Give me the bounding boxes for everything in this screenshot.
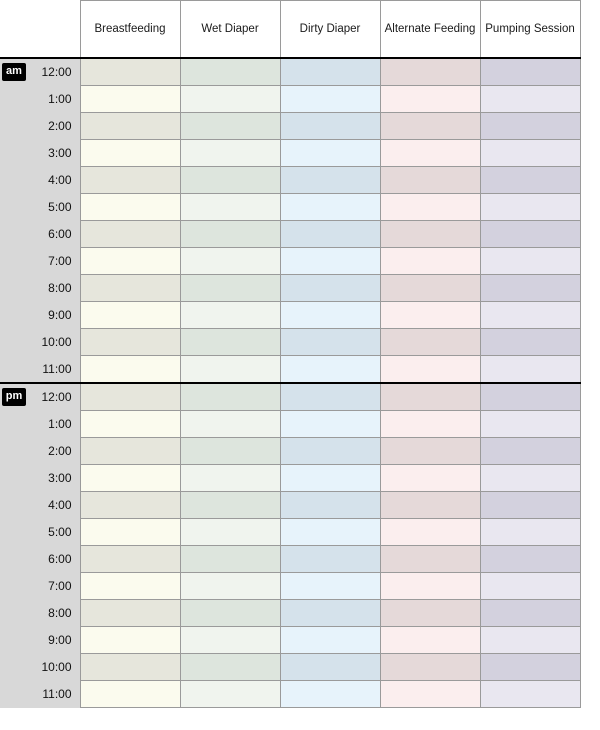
cell-dirty-diaper[interactable] <box>280 411 380 438</box>
cell-breastfeeding[interactable] <box>80 113 180 140</box>
cell-pumping-session[interactable] <box>480 438 580 465</box>
tracker-row <box>0 194 580 221</box>
gutter-cell <box>0 573 28 600</box>
tracker-row <box>0 438 580 465</box>
cell-wet-diaper[interactable] <box>180 140 280 167</box>
cell-breastfeeding[interactable] <box>80 519 180 546</box>
cell-wet-diaper[interactable] <box>180 465 280 492</box>
cell-pumping-session[interactable] <box>480 383 580 411</box>
gutter-cell <box>0 681 28 708</box>
cell-breastfeeding[interactable] <box>80 600 180 627</box>
gutter-cell <box>0 221 28 248</box>
cell-breastfeeding[interactable] <box>80 681 180 708</box>
tracker-row <box>0 492 580 519</box>
gutter-cell <box>0 113 28 140</box>
period-badge-cell <box>0 383 28 411</box>
header-gutter-spacer <box>0 1 28 59</box>
cell-breastfeeding[interactable] <box>80 194 180 221</box>
tracker-row <box>0 113 580 140</box>
tracker-row <box>0 546 580 573</box>
cell-pumping-session[interactable] <box>480 492 580 519</box>
cell-breastfeeding[interactable] <box>80 438 180 465</box>
tracker-row <box>0 302 580 329</box>
tracker-row <box>0 654 580 681</box>
cell-wet-diaper[interactable] <box>180 167 280 194</box>
time-label: 7:00 <box>28 248 80 275</box>
cell-pumping-session[interactable] <box>480 140 580 167</box>
cell-wet-diaper[interactable] <box>180 546 280 573</box>
cell-breastfeeding[interactable] <box>80 383 180 411</box>
cell-breastfeeding[interactable] <box>80 86 180 113</box>
cell-pumping-session[interactable] <box>480 356 580 384</box>
gutter-cell <box>0 194 28 221</box>
cell-wet-diaper[interactable] <box>180 302 280 329</box>
cell-alternate-feeding[interactable] <box>380 681 480 708</box>
cell-dirty-diaper[interactable] <box>280 627 380 654</box>
time-label: 11:00 <box>28 356 80 384</box>
cell-alternate-feeding[interactable] <box>380 221 480 248</box>
cell-pumping-session[interactable] <box>480 654 580 681</box>
table-body <box>0 58 580 708</box>
cell-pumping-session[interactable] <box>480 302 580 329</box>
cell-breastfeeding[interactable] <box>80 573 180 600</box>
cell-breastfeeding[interactable] <box>80 221 180 248</box>
cell-pumping-session[interactable] <box>480 329 580 356</box>
gutter-cell <box>0 86 28 113</box>
cell-wet-diaper[interactable] <box>180 86 280 113</box>
column-header-wet-diaper: Wet Diaper <box>180 1 280 59</box>
tracker-row <box>0 140 580 167</box>
cell-breastfeeding[interactable] <box>80 546 180 573</box>
cell-dirty-diaper[interactable] <box>280 275 380 302</box>
tracker-row <box>0 681 580 708</box>
cell-wet-diaper[interactable] <box>180 248 280 275</box>
cell-pumping-session[interactable] <box>480 221 580 248</box>
column-header-pumping-session: Pumping Session <box>480 1 580 59</box>
gutter-cell <box>0 438 28 465</box>
time-label: 12:00 <box>28 383 80 411</box>
cell-pumping-session[interactable] <box>480 519 580 546</box>
gutter-cell <box>0 356 28 384</box>
cell-pumping-session[interactable] <box>480 681 580 708</box>
cell-wet-diaper[interactable] <box>180 58 280 86</box>
time-label: 5:00 <box>28 194 80 221</box>
gutter-cell <box>0 492 28 519</box>
cell-alternate-feeding[interactable] <box>380 113 480 140</box>
time-label: 4:00 <box>28 167 80 194</box>
cell-breastfeeding[interactable] <box>80 58 180 86</box>
cell-dirty-diaper[interactable] <box>280 113 380 140</box>
period-badge-pm: pm <box>2 388 27 406</box>
gutter-cell <box>0 654 28 681</box>
cell-dirty-diaper[interactable] <box>280 654 380 681</box>
cell-pumping-session[interactable] <box>480 275 580 302</box>
gutter-cell <box>0 465 28 492</box>
table-header <box>0 1 580 59</box>
cell-pumping-session[interactable] <box>480 167 580 194</box>
cell-breastfeeding[interactable] <box>80 248 180 275</box>
cell-dirty-diaper[interactable] <box>280 492 380 519</box>
cell-pumping-session[interactable] <box>480 86 580 113</box>
cell-wet-diaper[interactable] <box>180 654 280 681</box>
cell-dirty-diaper[interactable] <box>280 194 380 221</box>
tracker-row <box>0 383 580 411</box>
cell-breastfeeding[interactable] <box>80 167 180 194</box>
tracker-row <box>0 519 580 546</box>
column-header-dirty-diaper: Dirty Diaper <box>280 1 380 59</box>
cell-breastfeeding[interactable] <box>80 654 180 681</box>
cell-dirty-diaper[interactable] <box>280 58 380 86</box>
cell-wet-diaper[interactable] <box>180 600 280 627</box>
cell-wet-diaper[interactable] <box>180 275 280 302</box>
column-header-breastfeeding: Breastfeeding <box>80 1 180 59</box>
cell-alternate-feeding[interactable] <box>380 465 480 492</box>
cell-pumping-session[interactable] <box>480 411 580 438</box>
cell-breastfeeding[interactable] <box>80 302 180 329</box>
time-label: 6:00 <box>28 546 80 573</box>
time-label: 1:00 <box>28 86 80 113</box>
gutter-cell <box>0 302 28 329</box>
cell-alternate-feeding[interactable] <box>380 329 480 356</box>
time-label: 5:00 <box>28 519 80 546</box>
gutter-cell <box>0 519 28 546</box>
gutter-cell <box>0 275 28 302</box>
time-label: 12:00 <box>28 58 80 86</box>
cell-dirty-diaper[interactable] <box>280 356 380 384</box>
cell-breastfeeding[interactable] <box>80 465 180 492</box>
cell-dirty-diaper[interactable] <box>280 329 380 356</box>
tracker-row <box>0 356 580 384</box>
cell-pumping-session[interactable] <box>480 546 580 573</box>
cell-breastfeeding[interactable] <box>80 140 180 167</box>
gutter-cell <box>0 546 28 573</box>
cell-alternate-feeding[interactable] <box>380 302 480 329</box>
cell-wet-diaper[interactable] <box>180 627 280 654</box>
tracker-row <box>0 573 580 600</box>
cell-dirty-diaper[interactable] <box>280 86 380 113</box>
cell-dirty-diaper[interactable] <box>280 519 380 546</box>
period-badge-cell <box>0 58 28 86</box>
time-label: 1:00 <box>28 411 80 438</box>
column-header-alternate-feeding: Alternate Feeding <box>380 1 480 59</box>
cell-dirty-diaper[interactable] <box>280 383 380 411</box>
period-badge-am: am <box>2 63 26 81</box>
cell-alternate-feeding[interactable] <box>380 600 480 627</box>
gutter-cell <box>0 167 28 194</box>
cell-alternate-feeding[interactable] <box>380 194 480 221</box>
time-label: 11:00 <box>28 681 80 708</box>
cell-dirty-diaper[interactable] <box>280 465 380 492</box>
cell-alternate-feeding[interactable] <box>380 140 480 167</box>
cell-pumping-session[interactable] <box>480 465 580 492</box>
cell-wet-diaper[interactable] <box>180 681 280 708</box>
gutter-cell <box>0 140 28 167</box>
cell-dirty-diaper[interactable] <box>280 600 380 627</box>
cell-pumping-session[interactable] <box>480 248 580 275</box>
cell-dirty-diaper[interactable] <box>280 681 380 708</box>
cell-alternate-feeding[interactable] <box>380 411 480 438</box>
cell-alternate-feeding[interactable] <box>380 519 480 546</box>
cell-breastfeeding[interactable] <box>80 329 180 356</box>
tracker-row <box>0 465 580 492</box>
time-label: 7:00 <box>28 573 80 600</box>
cell-wet-diaper[interactable] <box>180 356 280 384</box>
time-label: 8:00 <box>28 275 80 302</box>
time-label: 8:00 <box>28 600 80 627</box>
gutter-cell <box>0 411 28 438</box>
cell-alternate-feeding[interactable] <box>380 248 480 275</box>
cell-pumping-session[interactable] <box>480 627 580 654</box>
cell-wet-diaper[interactable] <box>180 329 280 356</box>
cell-dirty-diaper[interactable] <box>280 248 380 275</box>
cell-alternate-feeding[interactable] <box>380 167 480 194</box>
gutter-cell <box>0 248 28 275</box>
time-label: 9:00 <box>28 627 80 654</box>
cell-alternate-feeding[interactable] <box>380 654 480 681</box>
cell-dirty-diaper[interactable] <box>280 438 380 465</box>
cell-wet-diaper[interactable] <box>180 438 280 465</box>
tracker-row <box>0 627 580 654</box>
time-label: 4:00 <box>28 492 80 519</box>
cell-wet-diaper[interactable] <box>180 113 280 140</box>
header-time-spacer <box>28 1 80 59</box>
tracker-row <box>0 58 580 86</box>
tracker-row <box>0 411 580 438</box>
tracker-row <box>0 86 580 113</box>
cell-wet-diaper[interactable] <box>180 221 280 248</box>
cell-breastfeeding[interactable] <box>80 492 180 519</box>
time-label: 6:00 <box>28 221 80 248</box>
cell-wet-diaper[interactable] <box>180 383 280 411</box>
cell-alternate-feeding[interactable] <box>380 573 480 600</box>
cell-dirty-diaper[interactable] <box>280 546 380 573</box>
cell-wet-diaper[interactable] <box>180 194 280 221</box>
cell-alternate-feeding[interactable] <box>380 383 480 411</box>
cell-alternate-feeding[interactable] <box>380 86 480 113</box>
cell-alternate-feeding[interactable] <box>380 438 480 465</box>
tracker-row <box>0 329 580 356</box>
cell-alternate-feeding[interactable] <box>380 275 480 302</box>
cell-alternate-feeding[interactable] <box>380 492 480 519</box>
cell-wet-diaper[interactable] <box>180 573 280 600</box>
time-label: 3:00 <box>28 465 80 492</box>
time-label: 9:00 <box>28 302 80 329</box>
cell-dirty-diaper[interactable] <box>280 573 380 600</box>
cell-breastfeeding[interactable] <box>80 411 180 438</box>
gutter-cell <box>0 627 28 654</box>
cell-pumping-session[interactable] <box>480 113 580 140</box>
cell-wet-diaper[interactable] <box>180 519 280 546</box>
time-label: 10:00 <box>28 329 80 356</box>
cell-dirty-diaper[interactable] <box>280 140 380 167</box>
cell-dirty-diaper[interactable] <box>280 167 380 194</box>
cell-wet-diaper[interactable] <box>180 411 280 438</box>
cell-pumping-session[interactable] <box>480 600 580 627</box>
cell-breastfeeding[interactable] <box>80 356 180 384</box>
cell-dirty-diaper[interactable] <box>280 302 380 329</box>
cell-alternate-feeding[interactable] <box>380 546 480 573</box>
tracker-row <box>0 248 580 275</box>
cell-alternate-feeding[interactable] <box>380 58 480 86</box>
tracker-row <box>0 167 580 194</box>
time-label: 2:00 <box>28 113 80 140</box>
tracker-row <box>0 275 580 302</box>
time-label: 10:00 <box>28 654 80 681</box>
gutter-cell <box>0 600 28 627</box>
tracker-row <box>0 600 580 627</box>
cell-pumping-session[interactable] <box>480 573 580 600</box>
cell-pumping-session[interactable] <box>480 194 580 221</box>
cell-alternate-feeding[interactable] <box>380 356 480 384</box>
cell-dirty-diaper[interactable] <box>280 221 380 248</box>
gutter-cell <box>0 329 28 356</box>
tracker-row <box>0 221 580 248</box>
cell-pumping-session[interactable] <box>480 58 580 86</box>
time-label: 3:00 <box>28 140 80 167</box>
cell-breastfeeding[interactable] <box>80 275 180 302</box>
cell-wet-diaper[interactable] <box>180 492 280 519</box>
time-label: 2:00 <box>28 438 80 465</box>
header-row <box>0 1 580 59</box>
cell-alternate-feeding[interactable] <box>380 627 480 654</box>
cell-breastfeeding[interactable] <box>80 627 180 654</box>
